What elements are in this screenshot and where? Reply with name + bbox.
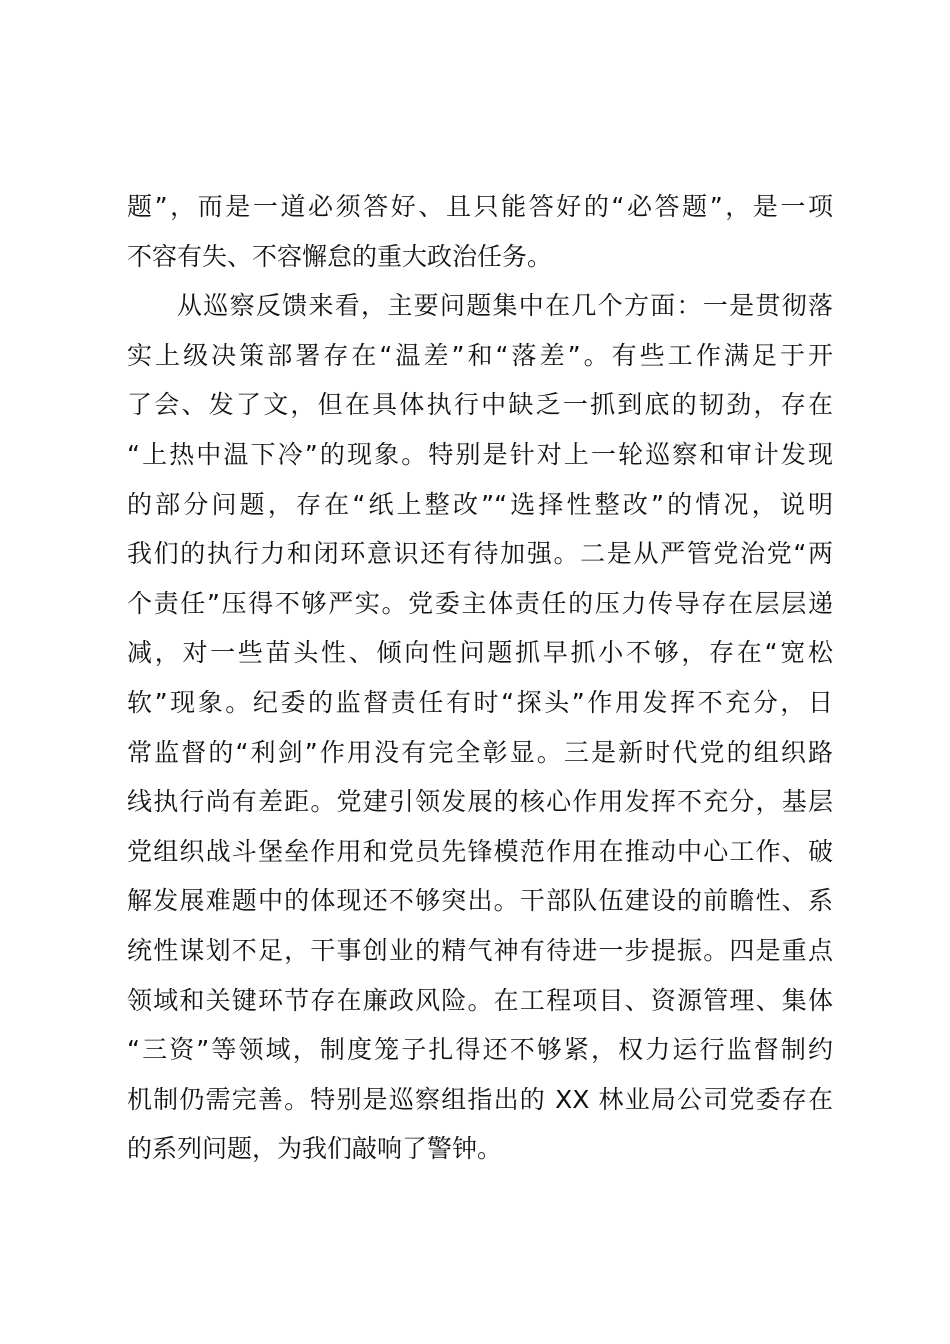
text-line: 统性谋划不足，干事创业的精气神有待进一步提振。四是重点 (127, 935, 833, 965)
text-line: 的系列问题，为我们敲响了警钟。 (127, 1134, 503, 1164)
body-text (127, 182, 833, 1174)
text-line: 线执行尚有差距。党建引领发展的核心作用发挥不充分，基层 (127, 787, 833, 817)
text-line: 个责任”压得不够严实。党委主体责任的压力传导存在层层递 (127, 588, 833, 618)
text-line: 了会、发了文，但在具体执行中缺乏一抓到底的韧劲，存在 (127, 390, 833, 420)
text-line: 减，对一些苗头性、倾向性问题抓早抓小不够，存在“宽松 (127, 638, 833, 668)
text-line: 领域和关键环节存在廉政风险。在工程项目、资源管理、集体 (127, 985, 833, 1015)
text-line: 实上级决策部署存在“温差”和“落差”。有些工作满足于开 (127, 340, 833, 370)
text-line: 软”现象。纪委的监督责任有时“探头”作用发挥不充分，日 (127, 687, 833, 717)
text-line: “三资”等领域，制度笼子扎得还不够紧，权力运行监督制约 (127, 1035, 833, 1065)
text-line: 不容有失、不容懈怠的重大政治任务。 (127, 241, 553, 271)
text-line: 的部分问题，存在“纸上整改”“选择性整改”的情况，说明 (127, 489, 833, 519)
text-line: 党组织战斗堡垒作用和党员先锋模范作用在推动中心工作、破 (127, 836, 833, 866)
text-line: 解发展难题中的体现还不够突出。干部队伍建设的前瞻性、系 (127, 886, 833, 916)
text-line: 我们的执行力和闭环意识还有待加强。二是从严管党治党“两 (127, 539, 833, 569)
text-line: 常监督的“利剑”作用没有完全彰显。三是新时代党的组织路 (127, 737, 833, 767)
text-line: 题”，而是一道必须答好、且只能答好的“必答题”，是一项 (127, 192, 833, 221)
text-line: “上热中温下冷”的现象。特别是针对上一轮巡察和审计发现 (127, 439, 833, 469)
text-line: 机制仍需完善。特别是巡察组指出的 XX 林业局公司党委存在 (127, 1084, 833, 1114)
paragraph-first-line: 从巡察反馈来看，主要问题集中在几个方面：一是贯彻落 (177, 291, 833, 321)
